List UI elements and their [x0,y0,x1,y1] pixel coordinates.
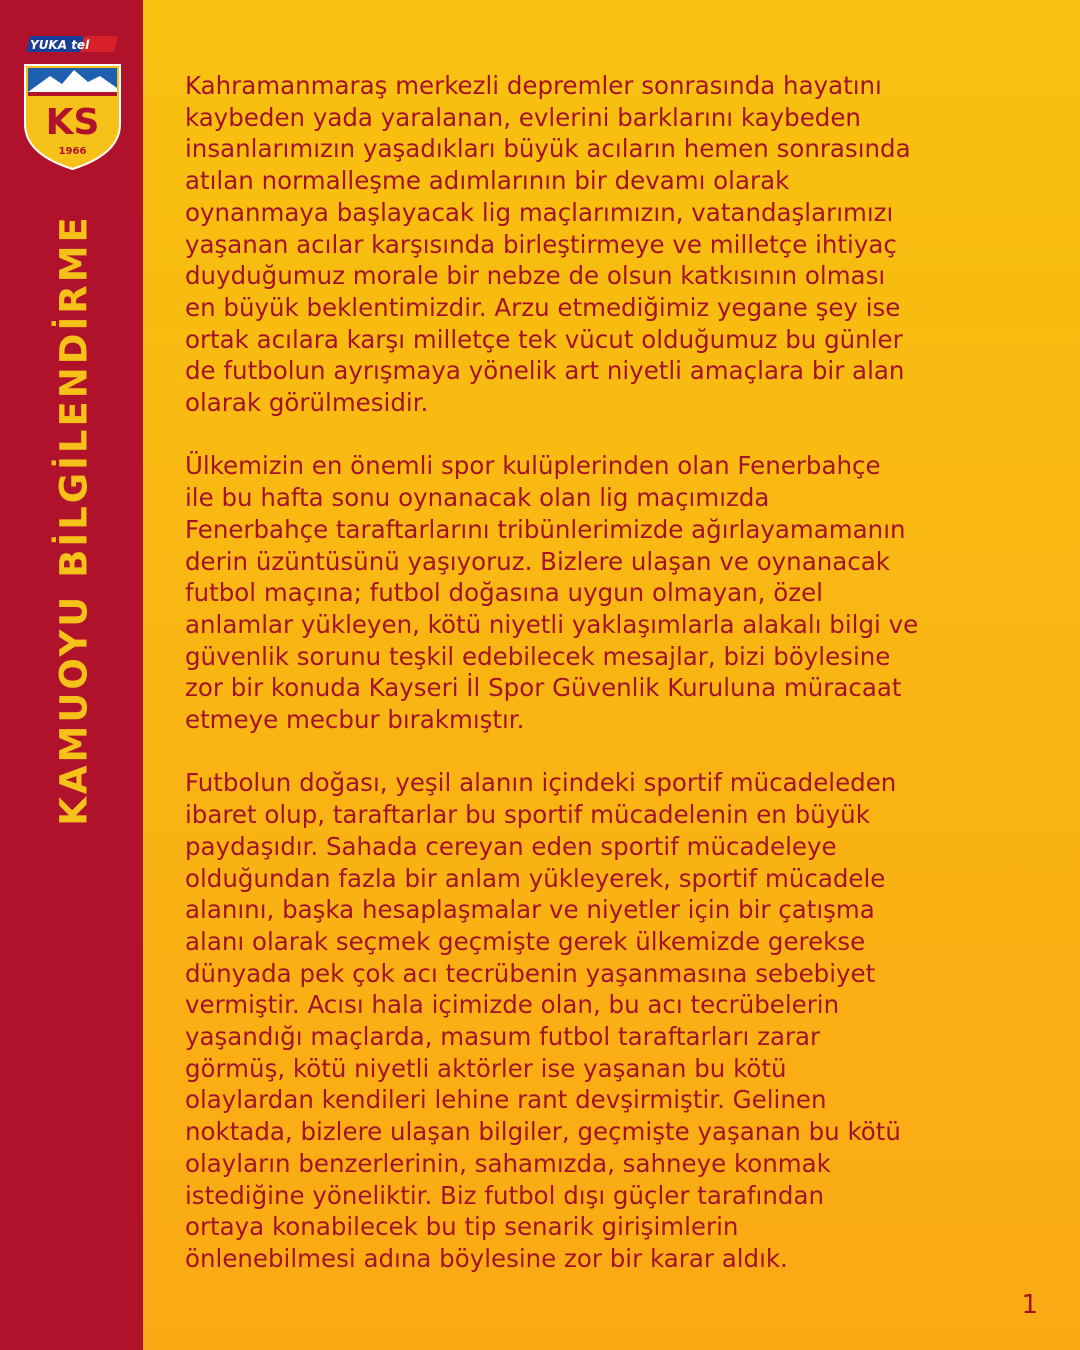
text-line: olaylardan kendileri lehine rant devşirmiştir. Gelinen [185,1085,827,1115]
text-line: Kahramanmaraş merkezli depremler sonrasında hayatını [185,71,882,100]
text-line: zor bir konuda Kayseri İl Spor Güvenlik Kuruluna müracaat [185,673,902,703]
text-line: alanı olarak seçmek geçmişte gerek ülkemizde gerekse [185,926,866,956]
text-line: anlamlar yükleyen, kötü niyetli yaklaşımlarla alakalı bilgi ve [185,609,919,639]
text-line: kaybeden yada yaralanan, evlerini barklarını kaybeden [185,102,861,132]
text-line: etmeye mecbur bırakmıştır. [185,705,525,735]
text-line: derin üzüntüsünü yaşıyoruz. Bizlere ulaşan ve oynanacak [185,546,890,576]
text-line: ortaya konabilecek bu tip senarik girişimlerin [185,1212,739,1242]
text-line: görmüş, kötü niyetli aktörler ise yaşanan bu kötü [185,1053,787,1083]
club-crest-icon [22,62,123,172]
paragraph-1 [185,70,1035,419]
sponsor-text: YUKA tel [30,38,90,52]
text-line: ortak acılara karşı milletçe tek vücut olduğumuz bu günler [185,324,903,354]
text-line: paydaşıdır. Sahada cereyan eden sportif mücadeleye [185,831,837,861]
crest-year: 1966 [58,146,87,157]
paragraph-3 [185,767,1035,1274]
text-line: alanını, başka hesaplaşmalar ve niyetler için bir çatışma [185,895,875,925]
text-line: ibaret olup, taraftarlar bu sportif mücadelenin en büyük [185,800,870,830]
text-line: olarak görülmesidir. [185,388,429,418]
text-line: yaşandığı maçlarda, masum futbol taraftarları zarar [185,1022,821,1052]
sponsor-logo [24,34,120,54]
text-line: de futbolun ayrışmaya yönelik art niyetli amaçlara bir alan [185,356,905,386]
text-line: ile bu hafta sonu oynanacak olan lig maçımızda [185,483,770,513]
text-line: oynanmaya başlayacak lig maçlarımızın, vatandaşlarımızı [185,197,894,227]
crest-letters: KS [45,102,100,143]
text-line: futbol maçına; futbol doğasına uygun olmayan, özel [185,578,823,608]
content-panel [143,0,1080,1350]
text-line: en büyük beklentimizdir. Arzu etmediğimiz yegane şey ise [185,292,901,322]
page-number: 1 [1021,1290,1038,1320]
vertical-title: KAMUOYU BİLGİLENDİRME [52,214,96,826]
text-line: vermiştir. Acısı hala içimizde olan, bu acı tecrübelerin [185,990,840,1020]
sidebar [0,0,143,1350]
announcement-text [185,70,1035,1306]
text-line: Ülkemizin en önemli spor kulüplerinden olan Fenerbahçe [185,451,881,481]
text-line: Fenerbahçe taraftarlarını tribünlerimizde ağırlayamamanın [185,514,906,544]
paragraph-2 [185,450,1035,735]
text-line: atılan normalleşme adımlarının bir devamı olarak [185,166,790,196]
text-line: duyduğumuz morale bir nebze de olsun katkısının olması [185,261,886,291]
text-line: yaşanan acılar karşısında birleştirmeye ve milletçe ihtiyaç [185,229,897,259]
text-line: dünyada pek çok acı tecrübenin yaşanmasına sebebiyet [185,958,876,988]
text-line: önlenebilmesi adına böylesine zor bir karar aldık. [185,1243,788,1273]
text-line: istediğine yöneliktir. Biz futbol dışı güçler tarafından [185,1180,824,1210]
text-line: insanlarımızın yaşadıkları büyük acıların hemen sonrasında [185,134,911,164]
text-line: noktada, bizlere ulaşan bilgiler, geçmişte yaşanan bu kötü [185,1117,901,1147]
text-line: olayların benzerlerinin, sahamızda, sahneye konmak [185,1148,831,1178]
text-line: olduğundan fazla bir anlam yükleyerek, sportif mücadele [185,863,886,893]
text-line: Futbolun doğası, yeşil alanın içindeki sportif mücadeleden [185,768,897,798]
text-line: güvenlik sorunu teşkil edebilecek mesajlar, bizi böylesine [185,641,891,671]
